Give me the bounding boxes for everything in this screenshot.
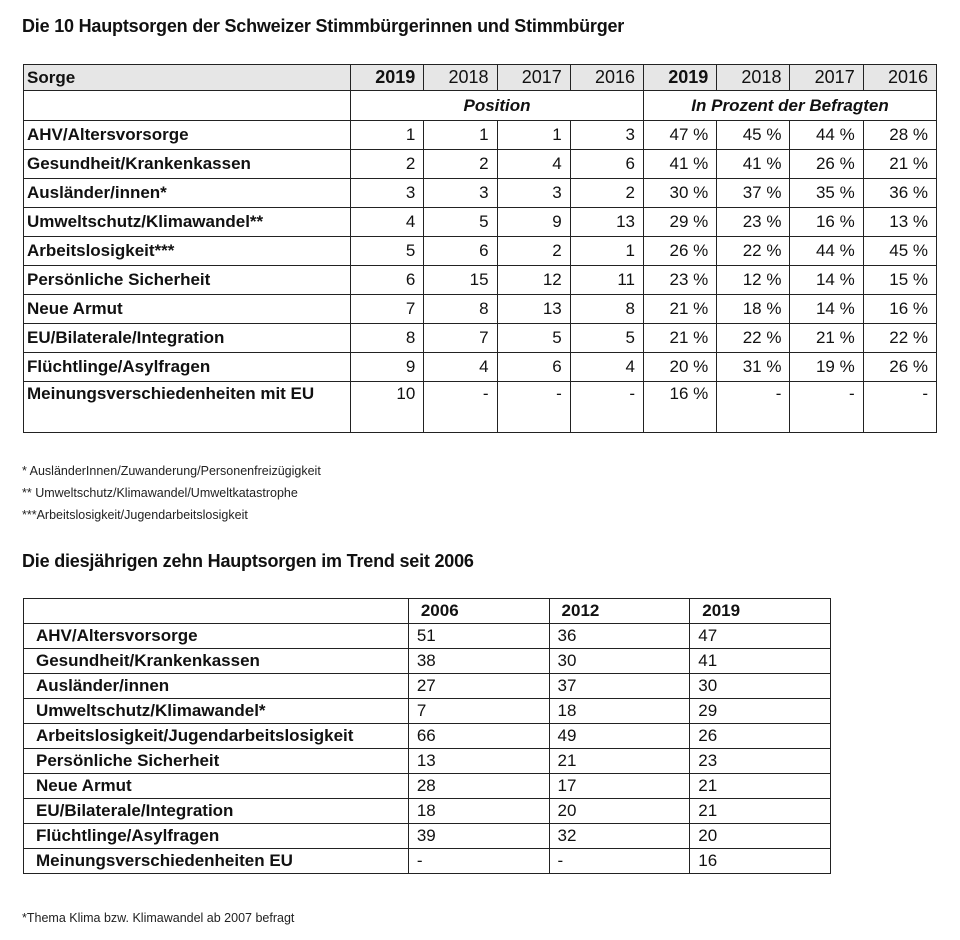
column-header-year: 2019 <box>351 65 424 91</box>
percent-cell: 26 % <box>644 237 717 266</box>
position-cell: 1 <box>570 237 643 266</box>
concern-label: EU/Bilaterale/Integration <box>24 324 351 353</box>
value-cell: 49 <box>549 724 690 749</box>
position-cell: 2 <box>424 150 497 179</box>
value-cell: 7 <box>408 699 549 724</box>
concern-label: Meinungsverschiedenheiten mit EU <box>24 382 351 433</box>
percent-cell: 21 % <box>790 324 863 353</box>
column-header-year: 2018 <box>717 65 790 91</box>
value-cell: 13 <box>408 749 549 774</box>
position-cell: 1 <box>497 121 570 150</box>
value-cell: 21 <box>549 749 690 774</box>
value-cell: 30 <box>690 674 831 699</box>
percent-cell: 26 % <box>790 150 863 179</box>
footnote: ** Umweltschutz/Klimawandel/Umweltkatastrophe <box>22 486 298 500</box>
position-cell: 2 <box>351 150 424 179</box>
column-header-year: 2019 <box>644 65 717 91</box>
position-cell: 2 <box>570 179 643 208</box>
position-cell: 5 <box>351 237 424 266</box>
percent-cell: 41 % <box>717 150 790 179</box>
position-cell: 10 <box>351 382 424 433</box>
value-cell: 30 <box>549 649 690 674</box>
table-row <box>24 208 937 237</box>
percent-cell: 19 % <box>790 353 863 382</box>
position-cell: 3 <box>351 179 424 208</box>
position-cell: 5 <box>570 324 643 353</box>
value-cell: 18 <box>408 799 549 824</box>
concerns-table <box>23 64 937 433</box>
percent-cell: - <box>717 382 790 433</box>
value-cell: 39 <box>408 824 549 849</box>
value-cell: - <box>408 849 549 874</box>
footnote: * AusländerInnen/Zuwanderung/Personenfreizügigkeit <box>22 464 321 478</box>
table-row <box>24 266 937 295</box>
value-cell: 47 <box>690 624 831 649</box>
position-cell: 9 <box>351 353 424 382</box>
percent-cell: 28 % <box>863 121 936 150</box>
trend-table <box>23 598 831 874</box>
table-header-row <box>24 599 831 624</box>
percent-cell: 16 % <box>863 295 936 324</box>
table-subheader-row <box>24 91 937 121</box>
position-cell: 7 <box>424 324 497 353</box>
position-cell: 12 <box>497 266 570 295</box>
percent-cell: 20 % <box>644 353 717 382</box>
value-cell: 26 <box>690 724 831 749</box>
percent-cell: 21 % <box>644 295 717 324</box>
table2-title: Die diesjährigen zehn Hauptsorgen im Trend seit 2006 <box>22 551 474 571</box>
value-cell: 38 <box>408 649 549 674</box>
footnote: ***Arbeitslosigkeit/Jugendarbeitslosigkeit <box>22 508 248 522</box>
percent-cell: 16 % <box>644 382 717 433</box>
table-row <box>24 849 831 874</box>
concern-label: Gesundheit/Krankenkassen <box>24 649 409 674</box>
percent-cell: 36 % <box>863 179 936 208</box>
position-cell: 3 <box>497 179 570 208</box>
table-row <box>24 824 831 849</box>
concern-label: Umweltschutz/Klimawandel* <box>24 699 409 724</box>
concern-label: AHV/Altersvorsorge <box>24 121 351 150</box>
table-row <box>24 699 831 724</box>
concern-label: Arbeitslosigkeit*** <box>24 237 351 266</box>
table-row <box>24 749 831 774</box>
percent-cell: 22 % <box>717 324 790 353</box>
value-cell: 21 <box>690 799 831 824</box>
table-row <box>24 724 831 749</box>
concern-label: Arbeitslosigkeit/Jugendarbeitslosigkeit <box>24 724 409 749</box>
percent-cell: 44 % <box>790 121 863 150</box>
column-header-year: 2017 <box>790 65 863 91</box>
table-row <box>24 353 937 382</box>
column-header-year: 2016 <box>570 65 643 91</box>
table-row <box>24 382 937 433</box>
position-cell: 1 <box>424 121 497 150</box>
position-cell: 6 <box>424 237 497 266</box>
position-cell: 13 <box>570 208 643 237</box>
percent-cell: - <box>863 382 936 433</box>
position-cell: 8 <box>570 295 643 324</box>
position-cell: 13 <box>497 295 570 324</box>
percent-cell: 22 % <box>717 237 790 266</box>
percent-cell: - <box>790 382 863 433</box>
percent-cell: 45 % <box>717 121 790 150</box>
position-cell: 8 <box>424 295 497 324</box>
column-header-year: 2018 <box>424 65 497 91</box>
percent-cell: 35 % <box>790 179 863 208</box>
value-cell: - <box>549 849 690 874</box>
percent-cell: 37 % <box>717 179 790 208</box>
table-row <box>24 295 937 324</box>
percent-cell: 22 % <box>863 324 936 353</box>
empty-cell <box>24 599 409 624</box>
table-row <box>24 799 831 824</box>
value-cell: 27 <box>408 674 549 699</box>
concern-label: Neue Armut <box>24 295 351 324</box>
position-cell: 11 <box>570 266 643 295</box>
concern-label: Flüchtlinge/Asylfragen <box>24 824 409 849</box>
position-cell: 8 <box>351 324 424 353</box>
column-header-year: 2006 <box>408 599 549 624</box>
position-cell: 6 <box>570 150 643 179</box>
value-cell: 32 <box>549 824 690 849</box>
position-cell: 15 <box>424 266 497 295</box>
column-header-year: 2017 <box>497 65 570 91</box>
concern-label: Persönliche Sicherheit <box>24 266 351 295</box>
percent-cell: 23 % <box>717 208 790 237</box>
position-cell: - <box>497 382 570 433</box>
position-cell: - <box>570 382 643 433</box>
position-cell: 2 <box>497 237 570 266</box>
value-cell: 36 <box>549 624 690 649</box>
table-row <box>24 179 937 208</box>
percent-cell: 15 % <box>863 266 936 295</box>
table-row <box>24 237 937 266</box>
percent-cell: 21 % <box>644 324 717 353</box>
percent-cell: 41 % <box>644 150 717 179</box>
concern-label: Umweltschutz/Klimawandel** <box>24 208 351 237</box>
value-cell: 29 <box>690 699 831 724</box>
percent-cell: 13 % <box>863 208 936 237</box>
concern-label: Ausländer/innen <box>24 674 409 699</box>
column-header-year: 2012 <box>549 599 690 624</box>
percent-cell: 29 % <box>644 208 717 237</box>
table-row <box>24 649 831 674</box>
value-cell: 20 <box>690 824 831 849</box>
percent-cell: 14 % <box>790 266 863 295</box>
table-header-row <box>24 65 937 91</box>
percent-cell: 31 % <box>717 353 790 382</box>
empty-cell <box>24 91 351 121</box>
percent-cell: 18 % <box>717 295 790 324</box>
value-cell: 23 <box>690 749 831 774</box>
percent-cell: 23 % <box>644 266 717 295</box>
position-cell: - <box>424 382 497 433</box>
percent-cell: 21 % <box>863 150 936 179</box>
column-header-sorge: Sorge <box>24 65 351 91</box>
concern-label: Flüchtlinge/Asylfragen <box>24 353 351 382</box>
position-cell: 3 <box>570 121 643 150</box>
position-cell: 5 <box>497 324 570 353</box>
column-header-year: 2019 <box>690 599 831 624</box>
column-header-year: 2016 <box>863 65 936 91</box>
value-cell: 51 <box>408 624 549 649</box>
concern-label: Persönliche Sicherheit <box>24 749 409 774</box>
value-cell: 20 <box>549 799 690 824</box>
percent-cell: 16 % <box>790 208 863 237</box>
position-cell: 5 <box>424 208 497 237</box>
position-cell: 9 <box>497 208 570 237</box>
concern-label: Neue Armut <box>24 774 409 799</box>
value-cell: 18 <box>549 699 690 724</box>
table-row <box>24 774 831 799</box>
concern-label: EU/Bilaterale/Integration <box>24 799 409 824</box>
table-row <box>24 624 831 649</box>
percent-cell: 30 % <box>644 179 717 208</box>
position-cell: 1 <box>351 121 424 150</box>
value-cell: 28 <box>408 774 549 799</box>
value-cell: 66 <box>408 724 549 749</box>
position-cell: 4 <box>424 353 497 382</box>
position-cell: 7 <box>351 295 424 324</box>
percent-cell: 26 % <box>863 353 936 382</box>
position-cell: 4 <box>570 353 643 382</box>
percent-cell: 45 % <box>863 237 936 266</box>
percent-group-header: In Prozent der Befragten <box>644 91 937 121</box>
concern-label: AHV/Altersvorsorge <box>24 624 409 649</box>
position-group-header: Position <box>351 91 644 121</box>
position-cell: 4 <box>497 150 570 179</box>
position-cell: 3 <box>424 179 497 208</box>
value-cell: 21 <box>690 774 831 799</box>
percent-cell: 12 % <box>717 266 790 295</box>
percent-cell: 14 % <box>790 295 863 324</box>
position-cell: 4 <box>351 208 424 237</box>
footnote: *Thema Klima bzw. Klimawandel ab 2007 befragt <box>22 911 295 925</box>
position-cell: 6 <box>351 266 424 295</box>
value-cell: 17 <box>549 774 690 799</box>
table-row <box>24 324 937 353</box>
concern-label: Ausländer/innen* <box>24 179 351 208</box>
table1-title: Die 10 Hauptsorgen der Schweizer Stimmbürgerinnen und Stimmbürger <box>22 16 625 36</box>
value-cell: 41 <box>690 649 831 674</box>
value-cell: 37 <box>549 674 690 699</box>
table-row <box>24 150 937 179</box>
concern-label: Gesundheit/Krankenkassen <box>24 150 351 179</box>
value-cell: 16 <box>690 849 831 874</box>
table-row <box>24 674 831 699</box>
percent-cell: 44 % <box>790 237 863 266</box>
concern-label: Meinungsverschiedenheiten EU <box>24 849 409 874</box>
position-cell: 6 <box>497 353 570 382</box>
table-row <box>24 121 937 150</box>
percent-cell: 47 % <box>644 121 717 150</box>
